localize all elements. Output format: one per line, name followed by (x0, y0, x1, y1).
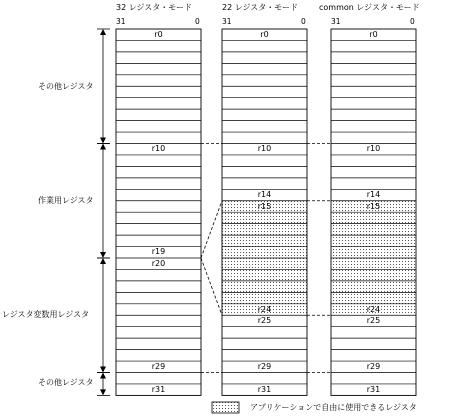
register-label-r10: r10 (257, 144, 272, 154)
side-label-regvar: レジスタ変数用レジスタ (2, 310, 90, 319)
side-label-other-top: その他レジスタ (38, 82, 94, 91)
register-label-r25: r25 (257, 316, 272, 326)
range-arrow-2 (97, 258, 110, 373)
bit-high-32: 31 (116, 17, 126, 26)
legend-swatch (212, 402, 239, 413)
side-label-work: 作業用レジスタ (38, 196, 94, 205)
column-header-32: 32 レジスタ・モード (116, 3, 192, 12)
register-label-r14: r14 (257, 190, 272, 200)
column-header-common: common レジスタ・モード (319, 3, 420, 12)
register-label-r19: r19 (151, 247, 166, 257)
bit-high-22: 31 (222, 17, 232, 26)
dashed-connector-7 (201, 258, 222, 315)
range-arrow-0 (97, 29, 110, 144)
register-label-r10: r10 (366, 144, 381, 154)
register-label-r31: r31 (257, 384, 272, 394)
bit-low-32: 0 (195, 17, 200, 26)
register-label-r15: r15 (257, 201, 272, 211)
register-label-r10: r10 (151, 144, 166, 154)
bit-low-22: 0 (301, 17, 306, 26)
dashed-connector-6 (201, 201, 222, 258)
register-label-r24: r24 (257, 304, 272, 314)
register-label-r0: r0 (369, 29, 378, 39)
legend-text: アプリケーションで自由に使用できるレジスタ (250, 403, 417, 412)
register-label-r15: r15 (366, 201, 381, 211)
register-label-r29: r29 (151, 361, 166, 371)
range-arrow-3 (97, 373, 110, 396)
bit-high-common: 31 (331, 17, 341, 26)
bit-low-common: 0 (410, 17, 415, 26)
register-label-r29: r29 (366, 361, 381, 371)
register-label-r24: r24 (366, 304, 381, 314)
register-label-r0: r0 (260, 29, 269, 39)
register-label-r14: r14 (366, 190, 381, 200)
side-label-other-bottom: その他レジスタ (38, 378, 94, 387)
range-arrow-1 (97, 144, 110, 259)
register-label-r31: r31 (151, 384, 166, 394)
register-label-r0: r0 (154, 29, 163, 39)
column-header-22: 22 レジスタ・モード (222, 3, 298, 12)
register-label-r25: r25 (366, 316, 381, 326)
register-label-r20: r20 (151, 258, 166, 268)
register-label-r31: r31 (366, 384, 381, 394)
register-label-r29: r29 (257, 361, 272, 371)
